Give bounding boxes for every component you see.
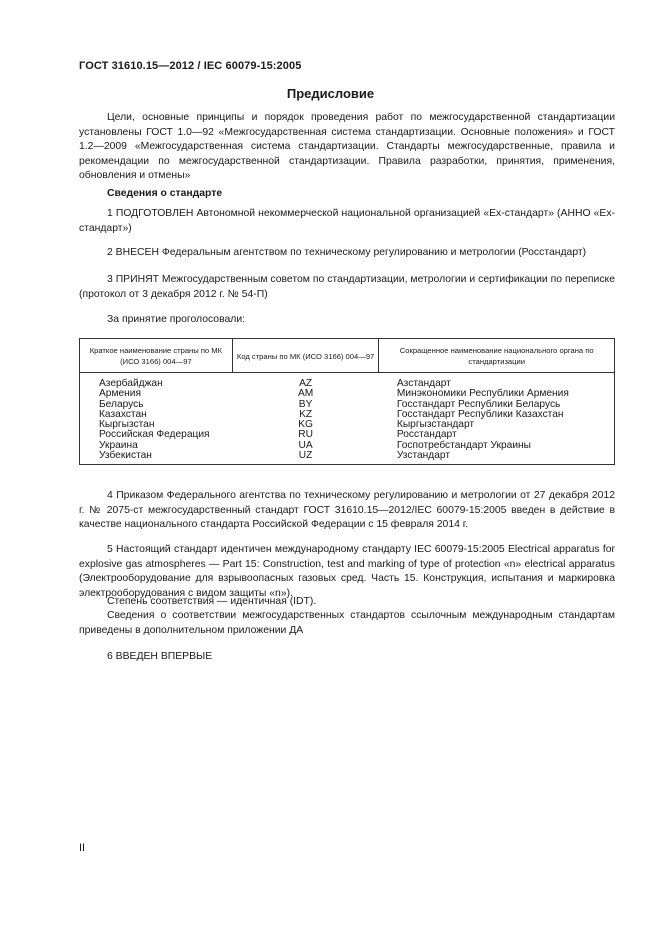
body-cell: Росстандарт (396, 429, 457, 441)
degree-paragraph: Степень соответствия — идентичная (IDT). (107, 596, 317, 607)
refs-paragraph: Сведения о соответствии межгосударственных стандартов ссылочным международным стандартам приведены в дополнительном приложении ДА (79, 610, 615, 636)
intro-paragraph: Цели, основные принципы и порядок проведения работ по межгосударственной стандартизации установлены ГОСТ 1.0—92 «Межгосударственная система стандартизации. Основные положения» и ГОСТ 1.2—2009 «Межгосударственная система стандартизации. Стандарты межгосударственные, правила и рекомендации по межгосударственной стандартизации. Правила разработки, принятия, применения, обновления и отмены» (79, 112, 615, 182)
code-cell: UZ (298, 450, 313, 462)
country-cell: Кыргызстан (99, 419, 155, 431)
voting-table (79, 338, 615, 465)
body-cell: Госстандарт Республики Казахстан (396, 408, 564, 420)
body-cell: Кыргызстандарт (396, 419, 475, 431)
country-cell: Российская Федерация (99, 429, 210, 441)
country-cell: Украина (99, 439, 138, 451)
table-row (80, 410, 615, 420)
item-4: 4 Приказом Федерального агентства по техническому регулированию и метрологии от 27 декабря 2012 г. № 2075-ст межгосударственный стандарт ГОСТ 31610.15—2012/IEC 60079-15:2005 введен в действие в качестве национального стандарта Российской Федерации с 15 февраля 2014 г. (79, 490, 615, 531)
col-header-country: Краткое наименование страны по МК (ИСО 3166) 004—97 (80, 339, 233, 373)
col-header-code: Код страны по МК (ИСО 3166) 004—97 (232, 339, 379, 373)
table-row (80, 451, 615, 465)
col-header-body: Сокращенное наименование национального органа по стандартизации (379, 339, 615, 373)
info-heading: Сведения о стандарте (107, 188, 223, 199)
item-5: 5 Настоящий стандарт идентичен международному стандарту IEC 60079-15:2005 Electrical apparatus for explosive gas atmospheres — Part 15: Construction, test and marking of type of protection «n» electrical apparatus (Электрооборудование для взрывоопасных газовых сред. Часть 15. Конструкция, испытания и маркировка электрооборудования с видом защиты «n»). (79, 544, 615, 599)
country-cell: Узбекистан (99, 450, 152, 462)
item-2: 2 ВНЕСЕН Федеральным агентством по техническому регулированию и метрологии (Росстандарт) (107, 247, 587, 258)
code-cell: RU (298, 429, 313, 441)
table-row (80, 430, 615, 440)
body-cell: Узстандарт (396, 450, 451, 462)
body-cell: Госстандарт Республики Беларусь (396, 398, 561, 410)
code-cell: KG (298, 419, 313, 431)
item-3: 3 ПРИНЯТ Межгосударственным советом по стандартизации, метрологии и сертификации по переписке (протокол от 3 декабря 2012 г. № 54-П) (79, 274, 615, 300)
country-cell: Азербайджан (99, 378, 163, 389)
item-6: 6 ВВЕДЕН ВПЕРВЫЕ (107, 651, 213, 662)
standard-header: ГОСТ 31610.15—2012 / IEC 60079-15:2005 (79, 60, 302, 72)
body-cell: Госпотребстандарт Украины (396, 439, 531, 451)
page-number: II (79, 842, 86, 854)
country-cell: Беларусь (99, 398, 144, 410)
code-cell: UA (298, 439, 313, 451)
voted-label: За принятие проголосовали: (107, 314, 246, 325)
country-cell: Армения (99, 388, 141, 400)
code-cell: BY (298, 398, 313, 410)
body-cell: Азстандарт (396, 378, 451, 389)
body-cell: Минэкономики Республики Армения (396, 388, 569, 400)
table-row (80, 441, 615, 451)
item-1: 1 ПОДГОТОВЛЕН Автономной некоммерческой национальной организацией «Ех-стандарт» (АННО «Ех-стандарт») (79, 208, 615, 234)
code-cell: AZ (299, 378, 313, 389)
code-cell: AM (297, 388, 314, 400)
table-header-row (80, 339, 615, 373)
table-row (80, 373, 615, 390)
code-cell: KZ (299, 408, 313, 420)
country-cell: Казахстан (99, 408, 147, 420)
page-title: Предисловие (286, 86, 375, 101)
